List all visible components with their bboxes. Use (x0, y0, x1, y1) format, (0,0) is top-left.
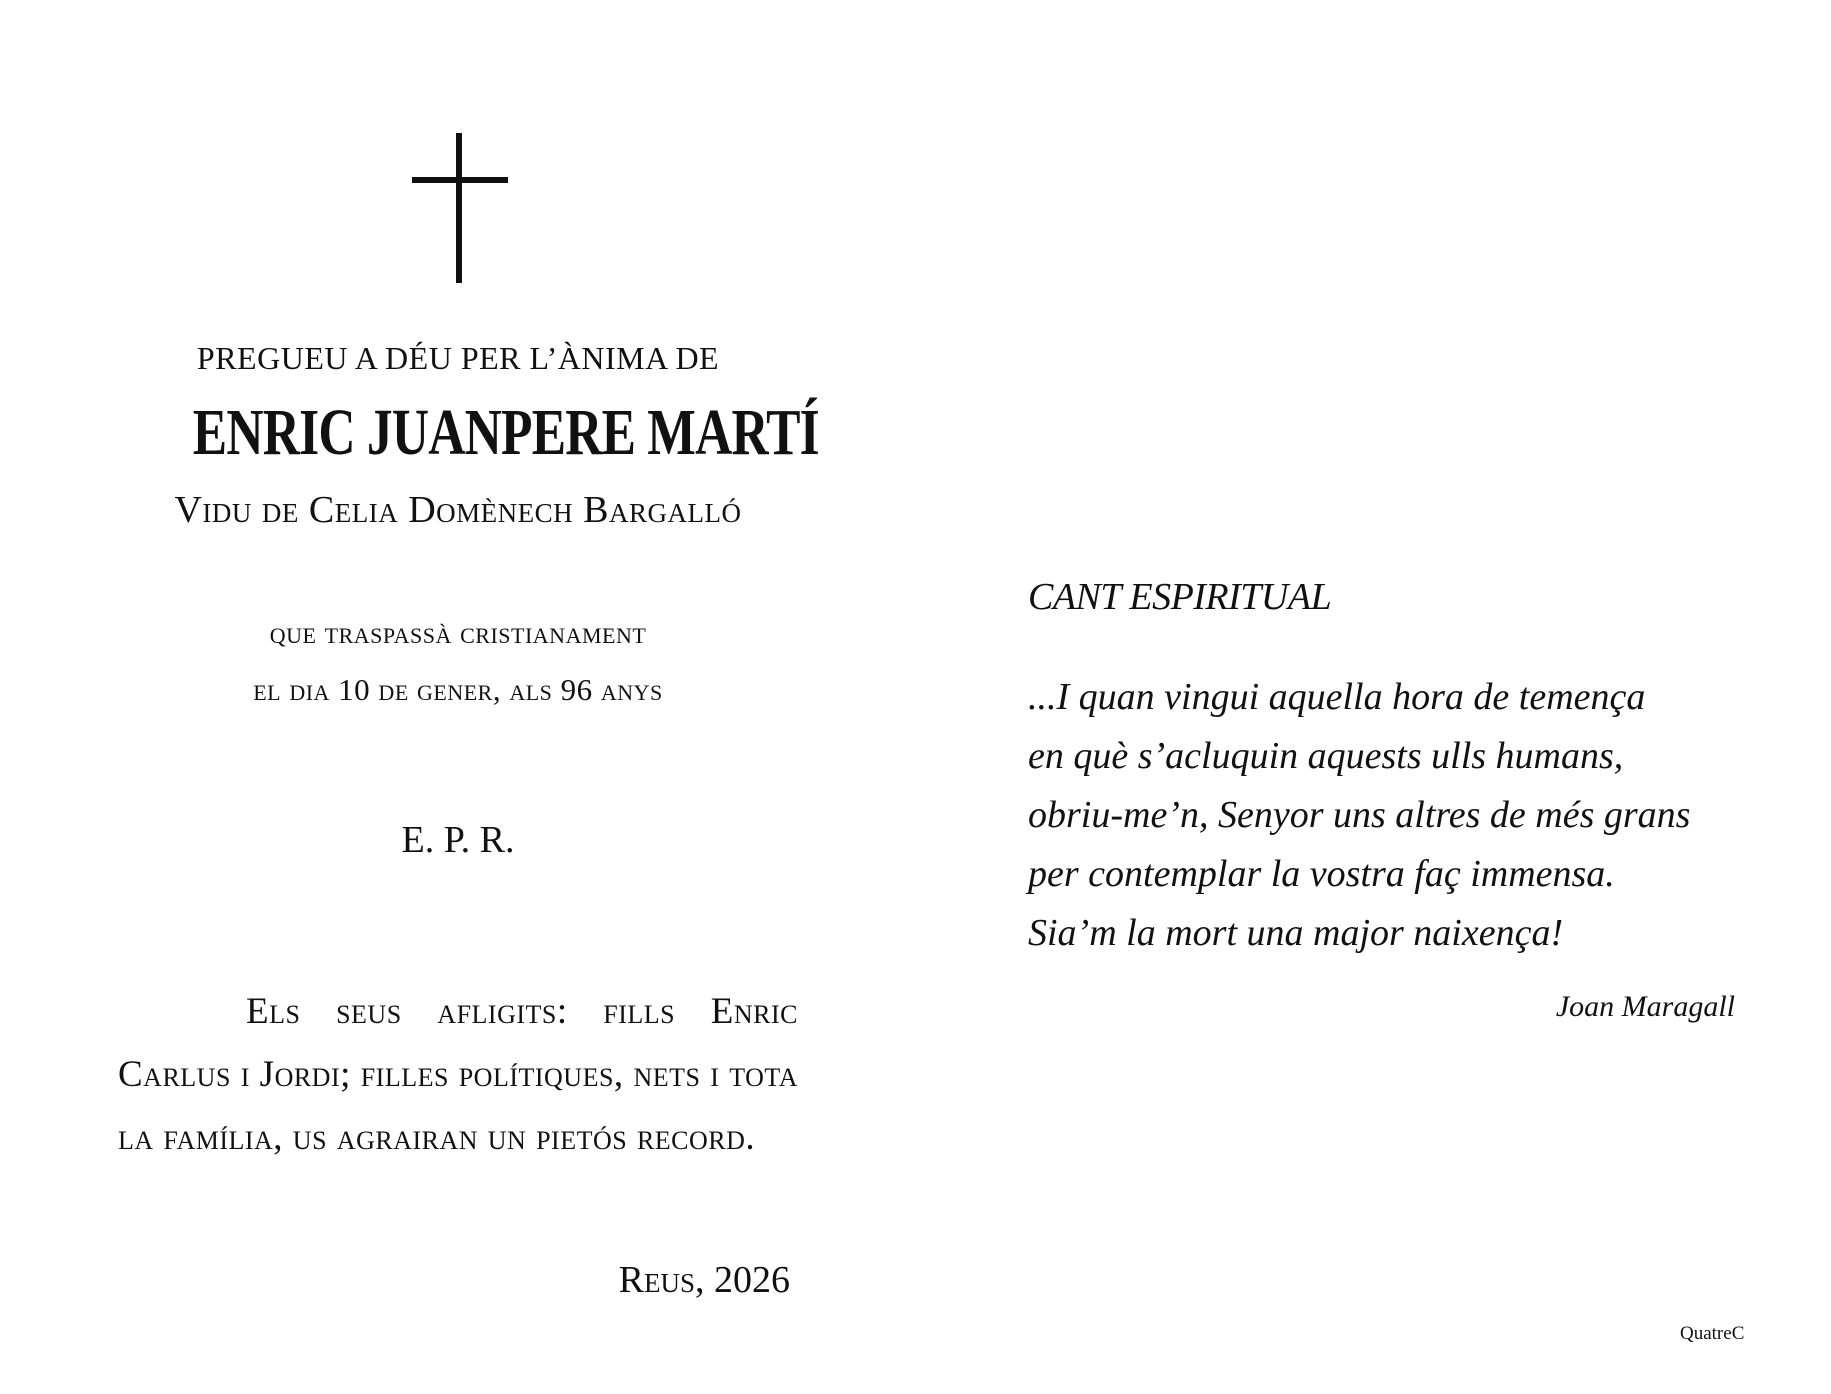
poem-title: CANT ESPIRITUAL (1028, 576, 1332, 618)
poem-line: en què s’acluquin aquests ulls humans, (1028, 735, 1624, 777)
widow-of-line: Vidu de Celia Domènech Bargalló (174, 489, 742, 531)
poem-author: Joan Maragall (1555, 990, 1735, 1023)
poem-lines (1028, 668, 1690, 963)
place-date: Reus, 2026 (618, 1259, 790, 1301)
poem-line: ...I quan vingui aquella hora de temença (1028, 676, 1646, 718)
deceased-name: ENRIC JUANPERE MARTÍ (192, 396, 819, 469)
passed-line-1: que traspassà cristianament (269, 615, 647, 650)
cross-icon (412, 133, 508, 283)
family-paragraph: Els seus afligits: fills Enric Carlus i Jordi; filles polítiques, nets i tota la família, us agrairan un pietós record. (118, 991, 798, 1158)
poem-line: Sia’m la mort una major naixença! (1028, 912, 1564, 954)
right-panel (1028, 0, 1738, 1394)
maker-mark: QuatreC (1680, 1323, 1745, 1344)
epr-line: E. P. R. (401, 819, 515, 861)
poem-line: obriu-me’n, Senyor uns altres de més grans (1028, 794, 1691, 836)
pray-line: PREGUEU A DÉU PER L’ÀNIMA DE (196, 340, 720, 376)
poem-line: per contemplar la vostra faç immensa. (1028, 853, 1615, 895)
passed-line-2: el dia 10 de gener, als 96 anys (253, 672, 663, 707)
left-panel (118, 0, 819, 1394)
